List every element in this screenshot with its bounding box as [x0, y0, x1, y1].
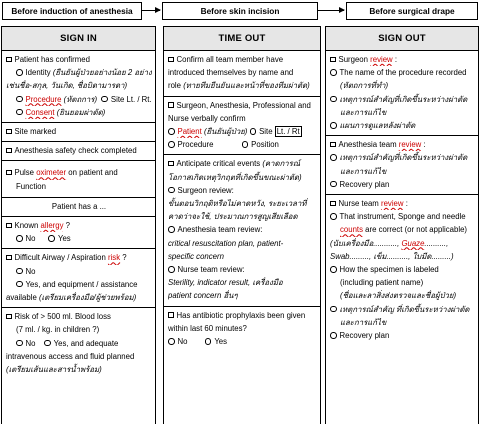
radio-anesthesia-review[interactable]: [168, 226, 175, 233]
radio-no[interactable]: [16, 235, 23, 242]
patient-confirmed-section: Patient has confirmed Identity (ยืนยันผู้ป่วยอย่างน้อย 2 อย่าง เช่นชื่อ-สกุล, วันเกิด, ชื่อบิดามารดา) Procedure (หัตถการ) Site Lt. / Rt. Consent (ยินยอมผ่าตัด): [2, 51, 155, 123]
flow-arrow-icon: [318, 10, 344, 11]
stage-label: Before surgical drape: [369, 6, 455, 16]
blood-loss-section: Risk of > 500 ml. Blood loss (7 ml. / kg. in children ?) No Yes, and adequate intravenous access and fluid planned (เตรียมเส้นและสารน้ำพร้อม): [6, 312, 135, 375]
site-marked-section: Site marked: [2, 123, 155, 142]
sign-in-column: [1, 26, 156, 424]
stage-label: Before skin incision: [200, 6, 280, 16]
verbal-confirm-section: Surgeon, Anesthesia, Professional and Nurse verbally confirm Patient (ยืนยันผู้ป่วย) Site Lt. / Rt Procedure Position: [164, 97, 320, 156]
allergy-section: Known allergy ? No Yes: [2, 217, 155, 249]
radio-procedure[interactable]: [16, 96, 23, 103]
checkbox[interactable]: [6, 223, 12, 229]
stage-label: Before induction of anesthesia: [11, 6, 133, 16]
checkbox[interactable]: [6, 255, 12, 261]
checkbox[interactable]: [6, 129, 12, 135]
radio-position[interactable]: [242, 141, 249, 148]
radio-consent[interactable]: [16, 109, 23, 116]
radio-yes[interactable]: [16, 281, 23, 288]
patient-has-section: Patient has a ...: [2, 198, 155, 217]
sign-out-header: SIGN OUT: [326, 27, 478, 51]
checkbox[interactable]: [168, 57, 174, 63]
radio-surgeon-review[interactable]: [168, 187, 175, 194]
radio-procedure[interactable]: [168, 141, 175, 148]
time-out-header: TIME OUT: [164, 27, 320, 51]
flow-arrow-icon: [142, 10, 160, 11]
checkbox[interactable]: [330, 201, 336, 207]
radio-patient[interactable]: [168, 128, 175, 135]
radio-no[interactable]: [16, 268, 23, 275]
team-introduction-section: Confirm all team member have introduced themselves by name and role (ทายทีมยืนยันและหน้าที่ของทีมผ่าตัด): [164, 51, 320, 97]
radio-events[interactable]: [330, 96, 337, 103]
radio-site[interactable]: [101, 96, 108, 103]
stage-before-induction: [2, 2, 142, 20]
radio-procedure-recorded[interactable]: [330, 69, 337, 76]
antibiotic-section: Has antibiotic prophylaxis been given within last 60 minutes? No Yes: [168, 310, 306, 347]
airway-section: Difficult Airway / Aspiration risk ? No Yes, and equipment / assistance available (เตรียมเครื่องมือ/ผู้ช่วยพร้อม): [2, 249, 155, 308]
time-out-column: [163, 26, 321, 424]
checkbox[interactable]: [6, 148, 12, 154]
radio-postop-plan[interactable]: [330, 122, 337, 129]
anesthesia-review-section: Anesthesia team review : เหตุการณ์สำคัญที่เกิดขึ้นระหว่างผ่าตัด และการแก้ไข Recovery plan: [326, 136, 478, 195]
checkbox[interactable]: [330, 142, 336, 148]
checkbox[interactable]: [330, 57, 336, 63]
nurse-review-section: Nurse team review : That instrument, Sponge and needle counts are correct (or not applicable) (นับเครื่องมือ..........., Guaze.........., Swab........., เข็ม.........., ใบมีด.........) How the specimen is labeled (including patient name) (ชื่อและลาสิ่งส่งตรวจและชื่อผู้ป่วย) เหตุการณ์สำคัญ ที่เกิดขึ้นระหว่างผ่าตัด และการแก้ไข Recovery plan: [330, 199, 470, 341]
radio-yes[interactable]: [44, 340, 51, 347]
surgeon-review-section: Surgeon review : The name of the procedure recorded (หัตถการที่ทำ) เหตุการณ์สำคัญที่เกิดขึ้นระหว่างผ่าตัด และการแก้ไข แผนการดูแลหลังผ่าตัด: [326, 51, 478, 136]
radio-counts[interactable]: [330, 213, 337, 220]
radio-recovery-plan[interactable]: [330, 332, 337, 339]
radio-no[interactable]: [168, 338, 175, 345]
checkbox[interactable]: [168, 161, 174, 167]
pulse-oximeter-section: Pulse oximeter on patient and Function: [2, 161, 155, 197]
safety-check-section: Anesthesia safety check completed: [2, 142, 155, 161]
checkbox[interactable]: [168, 312, 174, 318]
radio-identity[interactable]: [16, 69, 23, 76]
checkbox[interactable]: [6, 314, 12, 320]
critical-events-section: Anticipate critical events (คาดการณ์ โอกาสเกิดเหตุวิกฤตที่เกิดขึ้นขณะผ่าตัด) Surgeon review: ขั้นตอนวิกฤติหรือไม่คาดหวัง, ระยะเวลาที่ คาดว่าจะใช้, ประมาณการสูญเสียเลือด Anesthesia team review: critical resuscitation plan, patient- specific concern Nurse team review: Sterility, indicator result, เครื่องมือ patient concern อื่นๆ: [164, 155, 320, 306]
radio-recovery-plan[interactable]: [330, 181, 337, 188]
radio-specimen[interactable]: [330, 266, 337, 273]
checkbox[interactable]: [6, 170, 12, 176]
radio-yes[interactable]: [48, 235, 55, 242]
checkbox[interactable]: [168, 102, 174, 108]
sign-in-header: SIGN IN: [2, 27, 155, 51]
radio-events[interactable]: [330, 306, 337, 313]
radio-events[interactable]: [330, 154, 337, 161]
stage-before-drape: [346, 2, 478, 20]
radio-site[interactable]: [250, 128, 257, 135]
sign-out-column: [325, 26, 479, 424]
stage-before-incision: [162, 2, 318, 20]
radio-yes[interactable]: [205, 338, 212, 345]
radio-nurse-review[interactable]: [168, 266, 175, 273]
radio-no[interactable]: [16, 340, 23, 347]
checkbox[interactable]: [6, 57, 12, 63]
